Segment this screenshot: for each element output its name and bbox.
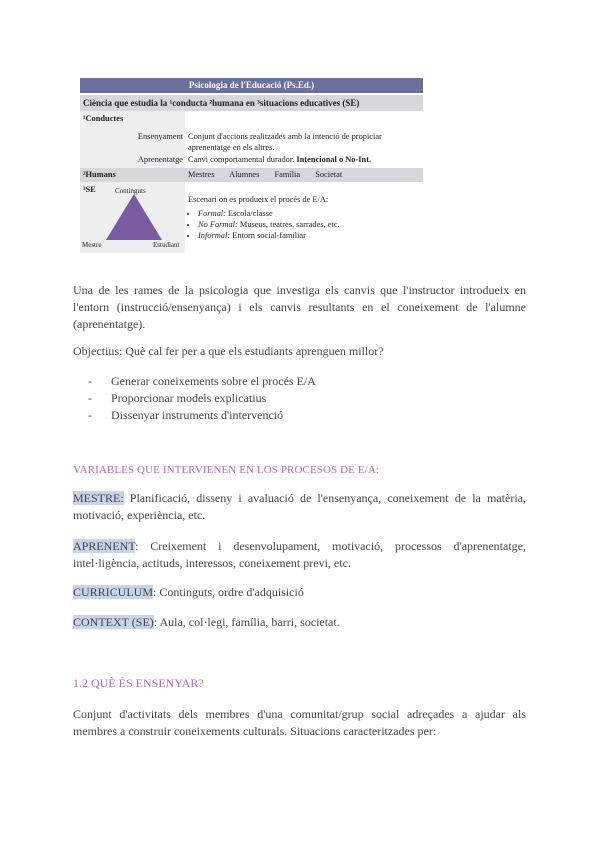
scenario-text: Escenari on es produeix el procés de E/A:: [188, 195, 329, 204]
list-item: - Generar coneixements sobre el procés E/A: [88, 374, 316, 388]
objectius-list: [88, 373, 316, 424]
triangle-label-left: Mestre: [82, 241, 102, 249]
aprenent-label: APRENENT: [73, 539, 136, 553]
curriculum-paragraph: CURRICULUM: Continguts, ordre d'adquisició: [73, 585, 304, 599]
humans-label: ²Humans: [83, 170, 116, 179]
intro-paragraph: Una de les rames de la psicologia que investiga els canvis que l'instructor introdueix en l'entorn (instrucció/ensenyança) i els canvis resultants en el coneixement de l'alumne (aprenentatge).: [73, 283, 526, 331]
ensenyament-definition: Conjunt d'accions realitzades amb la intenció de propiciar aprenentatge en els altres.: [188, 132, 382, 152]
mestre-paragraph: MESTRE: Planificació, disseny i avaluació de l'ensenyança, coneixement de la matèria, motivació, experiència, etc.: [73, 491, 526, 522]
conductes-label: ¹Conductes: [83, 114, 124, 123]
mestre-label: MESTRE:: [73, 491, 124, 505]
table-definition: Ciència que estudia la ¹conducta ²humana en ³situacions educatives (SE): [80, 95, 423, 111]
list-item: • Formal: Escola/classe: [198, 208, 423, 219]
triangle-diagram: [106, 194, 162, 244]
row-humans: [80, 168, 423, 182]
humans-item: Alumnes: [229, 170, 260, 179]
humans-item: Mestres: [188, 170, 215, 179]
objectius-paragraph: Objectius: Què cal fer per a que els estudiants aprenguen millor?: [73, 344, 384, 358]
triangle-shape: [106, 194, 162, 240]
aprenent-paragraph: APRENENT: Creixement i desenvolupament, motivació, processos d'aprenentatge, intel·ligència, actituds, interessos, coneixement previ, etc.: [73, 539, 526, 570]
humans-item: Família: [274, 170, 301, 179]
list-item: - Dissenyar instruments d'intervenció: [88, 408, 284, 422]
scenario-list: [188, 208, 423, 241]
humans-items: [185, 168, 423, 182]
table-title: Psicologia de l'Educació (Ps.Ed.): [80, 78, 423, 93]
list-item: • No Formal: Museus, teatres, sarrades, etc.: [198, 219, 423, 230]
list-item: - Proporcionar models explicatius: [88, 391, 267, 405]
psed-table: [80, 78, 423, 253]
aprenentatge-definition: Canvi comportamental durador. Intencional o No-Int.: [188, 155, 372, 164]
row-conductes: [80, 111, 423, 168]
curriculum-label: CURRICULUM: [73, 585, 154, 599]
triangle-label-top: Continguts: [115, 187, 146, 195]
variables-heading: VARIABLES QUE INTERVIENEN EN LOS PROCESOS DE E/A:: [73, 464, 380, 476]
section-paragraph: Conjunt d'activitats dels membres d'una comunitat/grup social adreçades a ajudar als membres a construir coneixements culturals. Situacions caracteritzades per:: [73, 707, 526, 738]
humans-item: Societat: [315, 170, 343, 179]
context-label: CONTEXT (SE): [73, 615, 154, 629]
context-paragraph: CONTEXT (SE): Aula, col·legi, família, barri, societat.: [73, 615, 340, 629]
se-label: ³SE: [83, 185, 96, 194]
row-se: [80, 182, 423, 253]
triangle-label-right: Estudiant: [153, 241, 180, 249]
list-item: • Informal: Entorn social-familiar: [198, 230, 423, 241]
section-heading: 1.2 QUÈ ÉS ENSENYAR?: [73, 676, 204, 690]
ensenyament-label: Ensenyament: [137, 132, 183, 141]
aprenentatge-label: Aprenentatge: [137, 155, 183, 164]
